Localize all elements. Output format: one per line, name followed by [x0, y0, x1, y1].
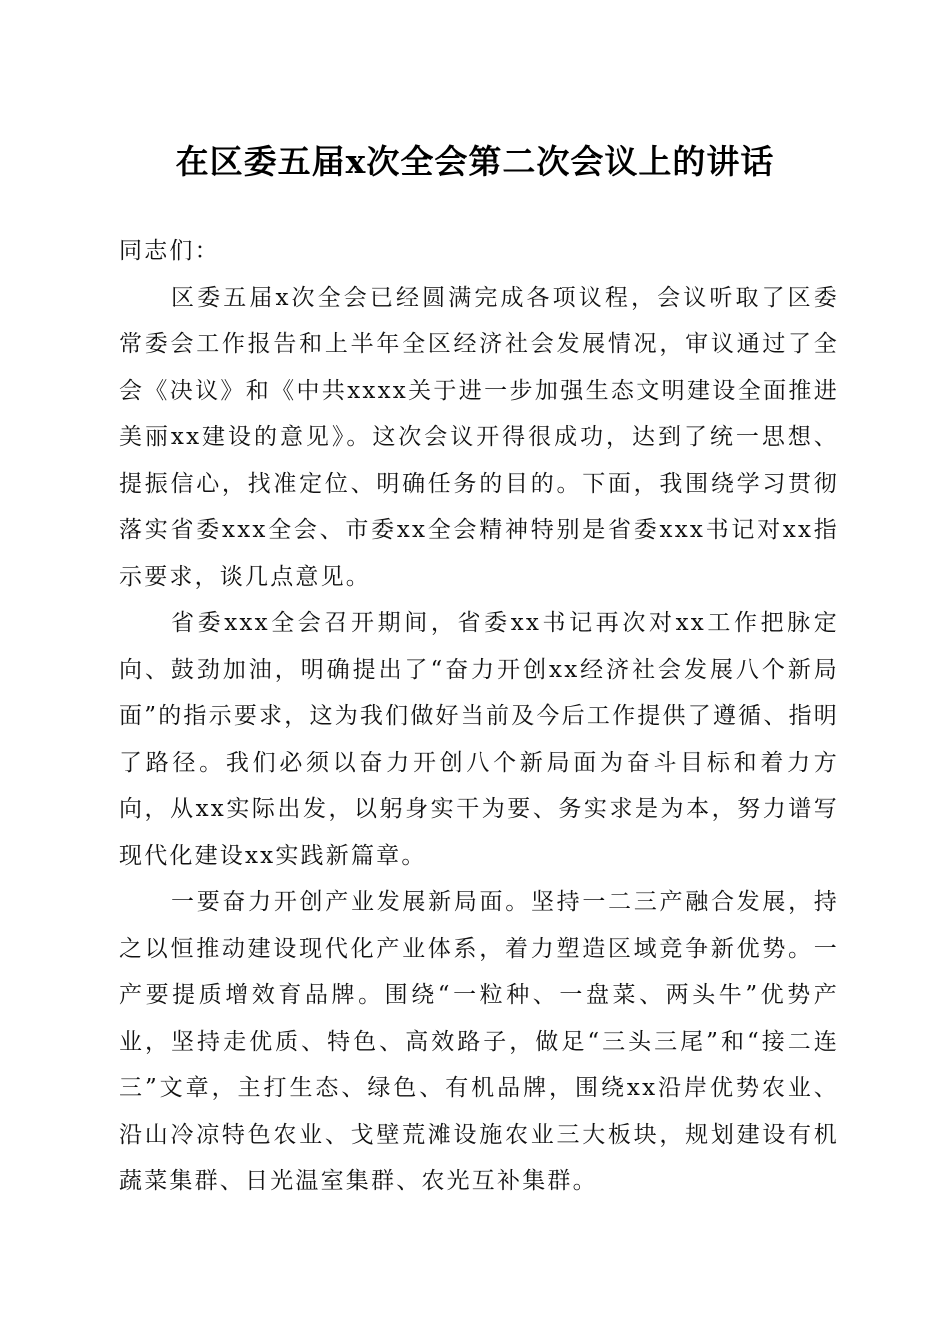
paragraph-2: 省委xxx全会召开期间，省委xx书记再次对xx工作把脉定向、鼓劲加油，明确提出了“奋力开创xx经济社会发展八个新局面”的指示要求，这为我们做好当前及今后工作提供了遵循、指明了路径。我们必须以奋力开创八个新局面为奋斗目标和着力方向，从xx实际出发，以躬身实干为要、务实求是为本，努力谱写现代化建设xx实践新篇章。 [119, 610, 839, 869]
paragraph-1: 区委五届x次全会已经圆满完成各项议程，会议听取了区委常委会工作报告和上半年全区经济社会发展情况，审议通过了全会《决议》和《中共xxxx关于进一步加强生态文明建设全面推进美丽xx建设的意见》。这次会议开得很成功，达到了统一思想、提振信心，找准定位、明确任务的目的。下面，我围绕学习贯彻落实省委xxx全会、市委xx全会精神特别是省委xxx书记对xx指示要求，谈几点意见。 [119, 284, 839, 590]
paragraph-3: 一要奋力开创产业发展新局面。坚持一二三产融合发展，持之以恒推动建设现代化产业体系，着力塑造区域竞争新优势。一产要提质增效育品牌。围绕“一粒种、一盘菜、两头牛”优势产业，坚持走优质、特色、高效路子，做足“三头三尾”和“接二连三”文章，主打生态、绿色、有机品牌，围绕xx沿岸优势农业、沿山冷凉特色农业、戈壁荒滩设施农业三大板块，规划建设有机蔬菜集群、日光温室集群、农光互补集群。 [119, 889, 839, 1194]
document-title: 在区委五届x次全会第二次会议上的讲话 [175, 142, 775, 181]
document-body [119, 228, 839, 1205]
salutation: 同志们： [119, 238, 220, 264]
